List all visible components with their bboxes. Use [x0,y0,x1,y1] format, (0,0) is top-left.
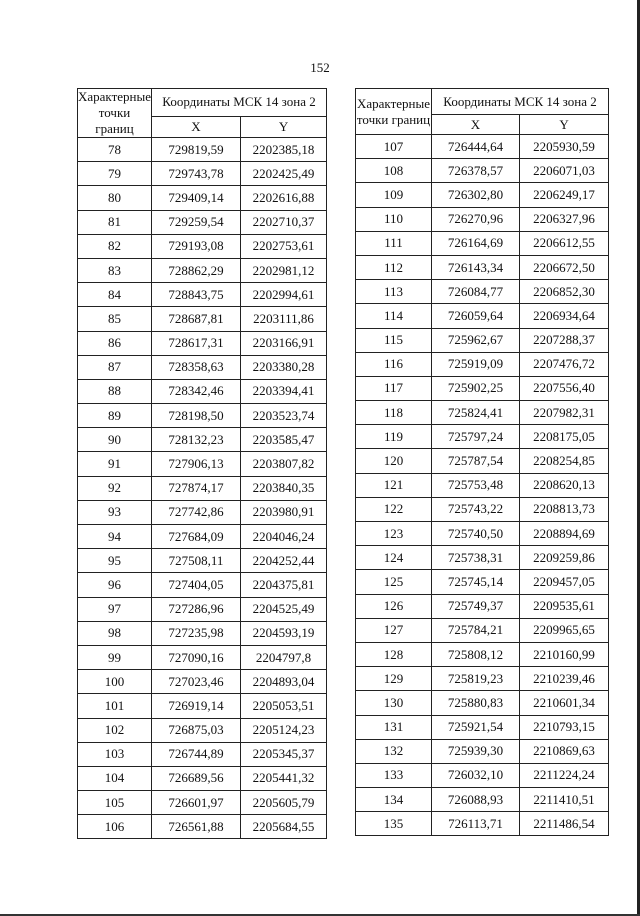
header-x: X [432,115,520,135]
table-row [78,694,327,718]
table-row [78,162,327,186]
point-cell: 117 [356,376,432,400]
table-row [78,621,327,645]
x-cell: 727684,09 [152,525,241,549]
y-cell: 2211410,51 [520,788,609,812]
table-row [78,742,327,766]
x-cell: 725749,37 [432,594,520,618]
point-cell: 90 [78,428,152,452]
y-cell: 2204893,04 [241,670,327,694]
y-cell: 2207288,37 [520,328,609,352]
point-cell: 132 [356,739,432,763]
point-cell: 102 [78,718,152,742]
table-row [78,355,327,379]
point-cell: 99 [78,645,152,669]
x-cell: 725797,24 [432,425,520,449]
x-cell: 726378,57 [432,159,520,183]
table-row [356,618,609,642]
y-cell: 2202994,61 [241,283,327,307]
x-cell: 726919,14 [152,694,241,718]
point-cell: 123 [356,522,432,546]
table-row [356,449,609,473]
y-cell: 2204252,44 [241,549,327,573]
x-cell: 726084,77 [432,280,520,304]
table-row [78,815,327,839]
y-cell: 2205930,59 [520,135,609,159]
x-cell: 725743,22 [432,497,520,521]
x-cell: 728687,81 [152,307,241,331]
point-cell: 85 [78,307,152,331]
table-row [78,331,327,355]
table-row [356,280,609,304]
table-row [78,597,327,621]
y-cell: 2207476,72 [520,352,609,376]
table-row [78,234,327,258]
y-cell: 2205124,23 [241,718,327,742]
y-cell: 2208620,13 [520,473,609,497]
point-cell: 81 [78,210,152,234]
point-cell: 104 [78,766,152,790]
table-row [356,739,609,763]
y-cell: 2210601,34 [520,691,609,715]
table-row [356,763,609,787]
header-points: Характерные точки границ [356,89,432,135]
x-cell: 727023,46 [152,670,241,694]
table-row [78,258,327,282]
table-row [78,645,327,669]
x-cell: 725738,31 [432,546,520,570]
point-cell: 98 [78,621,152,645]
y-cell: 2202710,37 [241,210,327,234]
point-cell: 128 [356,642,432,666]
table-row [78,138,327,162]
point-cell: 86 [78,331,152,355]
table-row [356,207,609,231]
y-cell: 2203394,41 [241,379,327,403]
x-cell: 725745,14 [432,570,520,594]
x-cell: 725819,23 [432,667,520,691]
y-cell: 2211224,24 [520,763,609,787]
table-row [356,473,609,497]
x-cell: 725921,54 [432,715,520,739]
coordinates-table-right [355,88,609,836]
point-cell: 135 [356,812,432,836]
y-cell: 2210239,46 [520,667,609,691]
point-cell: 103 [78,742,152,766]
table-row [78,500,327,524]
x-cell: 726113,71 [432,812,520,836]
table-row [78,766,327,790]
y-cell: 2204375,81 [241,573,327,597]
x-cell: 725939,30 [432,739,520,763]
x-cell: 729193,08 [152,234,241,258]
x-cell: 727286,96 [152,597,241,621]
y-cell: 2206249,17 [520,183,609,207]
table-row [78,476,327,500]
point-cell: 93 [78,500,152,524]
table-row [78,210,327,234]
point-cell: 96 [78,573,152,597]
y-cell: 2202616,88 [241,186,327,210]
y-cell: 2206612,55 [520,231,609,255]
table-row [356,570,609,594]
y-cell: 2203807,82 [241,452,327,476]
point-cell: 91 [78,452,152,476]
y-cell: 2205441,32 [241,766,327,790]
y-cell: 2202753,61 [241,234,327,258]
y-cell: 2206672,50 [520,255,609,279]
y-cell: 2209259,86 [520,546,609,570]
x-cell: 726088,93 [432,788,520,812]
x-cell: 725787,54 [432,449,520,473]
y-cell: 2204797,8 [241,645,327,669]
point-cell: 113 [356,280,432,304]
y-cell: 2202981,12 [241,258,327,282]
x-cell: 726601,97 [152,791,241,815]
table-row [78,718,327,742]
point-cell: 105 [78,791,152,815]
x-cell: 726032,10 [432,763,520,787]
y-cell: 2210160,99 [520,642,609,666]
table-row [356,401,609,425]
y-cell: 2207556,40 [520,376,609,400]
y-cell: 2203523,74 [241,404,327,428]
x-cell: 726164,69 [432,231,520,255]
table-row [78,452,327,476]
table-row [78,549,327,573]
x-cell: 726270,96 [432,207,520,231]
x-cell: 726561,88 [152,815,241,839]
y-cell: 2209535,61 [520,594,609,618]
point-cell: 111 [356,231,432,255]
point-cell: 97 [78,597,152,621]
point-cell: 101 [78,694,152,718]
point-cell: 120 [356,449,432,473]
coordinates-table-left [77,88,327,839]
table-row [78,404,327,428]
table-row [356,594,609,618]
table-row [356,183,609,207]
header-y: Y [520,115,609,135]
point-cell: 88 [78,379,152,403]
point-cell: 112 [356,255,432,279]
point-cell: 106 [78,815,152,839]
point-cell: 124 [356,546,432,570]
x-cell: 728843,75 [152,283,241,307]
y-cell: 2208175,05 [520,425,609,449]
point-cell: 79 [78,162,152,186]
x-cell: 725740,50 [432,522,520,546]
point-cell: 78 [78,138,152,162]
table-row [356,642,609,666]
point-cell: 127 [356,618,432,642]
point-cell: 122 [356,497,432,521]
y-cell: 2206852,30 [520,280,609,304]
y-cell: 2206327,96 [520,207,609,231]
x-cell: 728862,29 [152,258,241,282]
table-row [356,231,609,255]
point-cell: 110 [356,207,432,231]
point-cell: 115 [356,328,432,352]
y-cell: 2209965,65 [520,618,609,642]
point-cell: 83 [78,258,152,282]
table-body-right [356,135,609,836]
table-row [356,522,609,546]
y-cell: 2203585,47 [241,428,327,452]
x-cell: 726059,64 [432,304,520,328]
x-cell: 728132,23 [152,428,241,452]
y-cell: 2202425,49 [241,162,327,186]
y-cell: 2204525,49 [241,597,327,621]
x-cell: 727874,17 [152,476,241,500]
y-cell: 2202385,18 [241,138,327,162]
table-row [356,304,609,328]
x-cell: 725784,21 [432,618,520,642]
x-cell: 725880,83 [432,691,520,715]
x-cell: 728198,50 [152,404,241,428]
table-row [356,812,609,836]
x-cell: 726689,56 [152,766,241,790]
point-cell: 80 [78,186,152,210]
table-row [78,379,327,403]
table-row [78,428,327,452]
y-cell: 2203166,91 [241,331,327,355]
table-row [356,159,609,183]
header-coords: Координаты МСК 14 зона 2 [152,89,327,117]
point-cell: 116 [356,352,432,376]
x-cell: 726444,64 [432,135,520,159]
y-cell: 2205345,37 [241,742,327,766]
y-cell: 2205684,55 [241,815,327,839]
x-cell: 728617,31 [152,331,241,355]
point-cell: 107 [356,135,432,159]
y-cell: 2210869,63 [520,739,609,763]
table-row [356,715,609,739]
x-cell: 728358,63 [152,355,241,379]
y-cell: 2206934,64 [520,304,609,328]
y-cell: 2205605,79 [241,791,327,815]
header-y: Y [241,116,327,137]
x-cell: 726875,03 [152,718,241,742]
table-row [356,691,609,715]
point-cell: 118 [356,401,432,425]
x-cell: 726143,34 [432,255,520,279]
point-cell: 119 [356,425,432,449]
table-row [356,546,609,570]
point-cell: 84 [78,283,152,307]
point-cell: 92 [78,476,152,500]
header-points: Характерные точки границ [78,89,151,136]
point-cell: 114 [356,304,432,328]
x-cell: 725962,67 [432,328,520,352]
y-cell: 2203111,86 [241,307,327,331]
point-cell: 108 [356,159,432,183]
table-row [356,376,609,400]
point-cell: 126 [356,594,432,618]
point-cell: 100 [78,670,152,694]
point-cell: 82 [78,234,152,258]
table-row [356,425,609,449]
point-cell: 131 [356,715,432,739]
y-cell: 2210793,15 [520,715,609,739]
x-cell: 727508,11 [152,549,241,573]
table-row [78,791,327,815]
y-cell: 2211486,54 [520,812,609,836]
y-cell: 2204046,24 [241,525,327,549]
x-cell: 727906,13 [152,452,241,476]
y-cell: 2208894,69 [520,522,609,546]
table-row [78,307,327,331]
table-body-left [78,138,327,839]
x-cell: 729743,78 [152,162,241,186]
x-cell: 729259,54 [152,210,241,234]
point-cell: 134 [356,788,432,812]
table-row [356,135,609,159]
table-row [78,573,327,597]
y-cell: 2208254,85 [520,449,609,473]
point-cell: 133 [356,763,432,787]
point-cell: 130 [356,691,432,715]
table-row [356,667,609,691]
point-cell: 87 [78,355,152,379]
table-row [78,670,327,694]
y-cell: 2203980,91 [241,500,327,524]
y-cell: 2209457,05 [520,570,609,594]
x-cell: 725919,09 [432,352,520,376]
table-row [78,186,327,210]
table-row [78,283,327,307]
table-row [356,352,609,376]
header-x: X [152,116,241,137]
x-cell: 727404,05 [152,573,241,597]
x-cell: 725753,48 [432,473,520,497]
x-cell: 727235,98 [152,621,241,645]
y-cell: 2203380,28 [241,355,327,379]
table-row [78,525,327,549]
point-cell: 121 [356,473,432,497]
x-cell: 726744,89 [152,742,241,766]
point-cell: 129 [356,667,432,691]
y-cell: 2205053,51 [241,694,327,718]
x-cell: 727090,16 [152,645,241,669]
header-coords: Координаты МСК 14 зона 2 [432,89,609,115]
table-row [356,497,609,521]
x-cell: 726302,80 [432,183,520,207]
x-cell: 729819,59 [152,138,241,162]
y-cell: 2204593,19 [241,621,327,645]
y-cell: 2208813,73 [520,497,609,521]
x-cell: 728342,46 [152,379,241,403]
table-row [356,328,609,352]
y-cell: 2207982,31 [520,401,609,425]
x-cell: 725824,41 [432,401,520,425]
point-cell: 109 [356,183,432,207]
point-cell: 94 [78,525,152,549]
point-cell: 89 [78,404,152,428]
point-cell: 125 [356,570,432,594]
y-cell: 2203840,35 [241,476,327,500]
point-cell: 95 [78,549,152,573]
x-cell: 729409,14 [152,186,241,210]
x-cell: 725902,25 [432,376,520,400]
table-row [356,255,609,279]
x-cell: 725808,12 [432,642,520,666]
page-number: 152 [310,60,330,75]
x-cell: 727742,86 [152,500,241,524]
y-cell: 2206071,03 [520,159,609,183]
table-row [356,788,609,812]
